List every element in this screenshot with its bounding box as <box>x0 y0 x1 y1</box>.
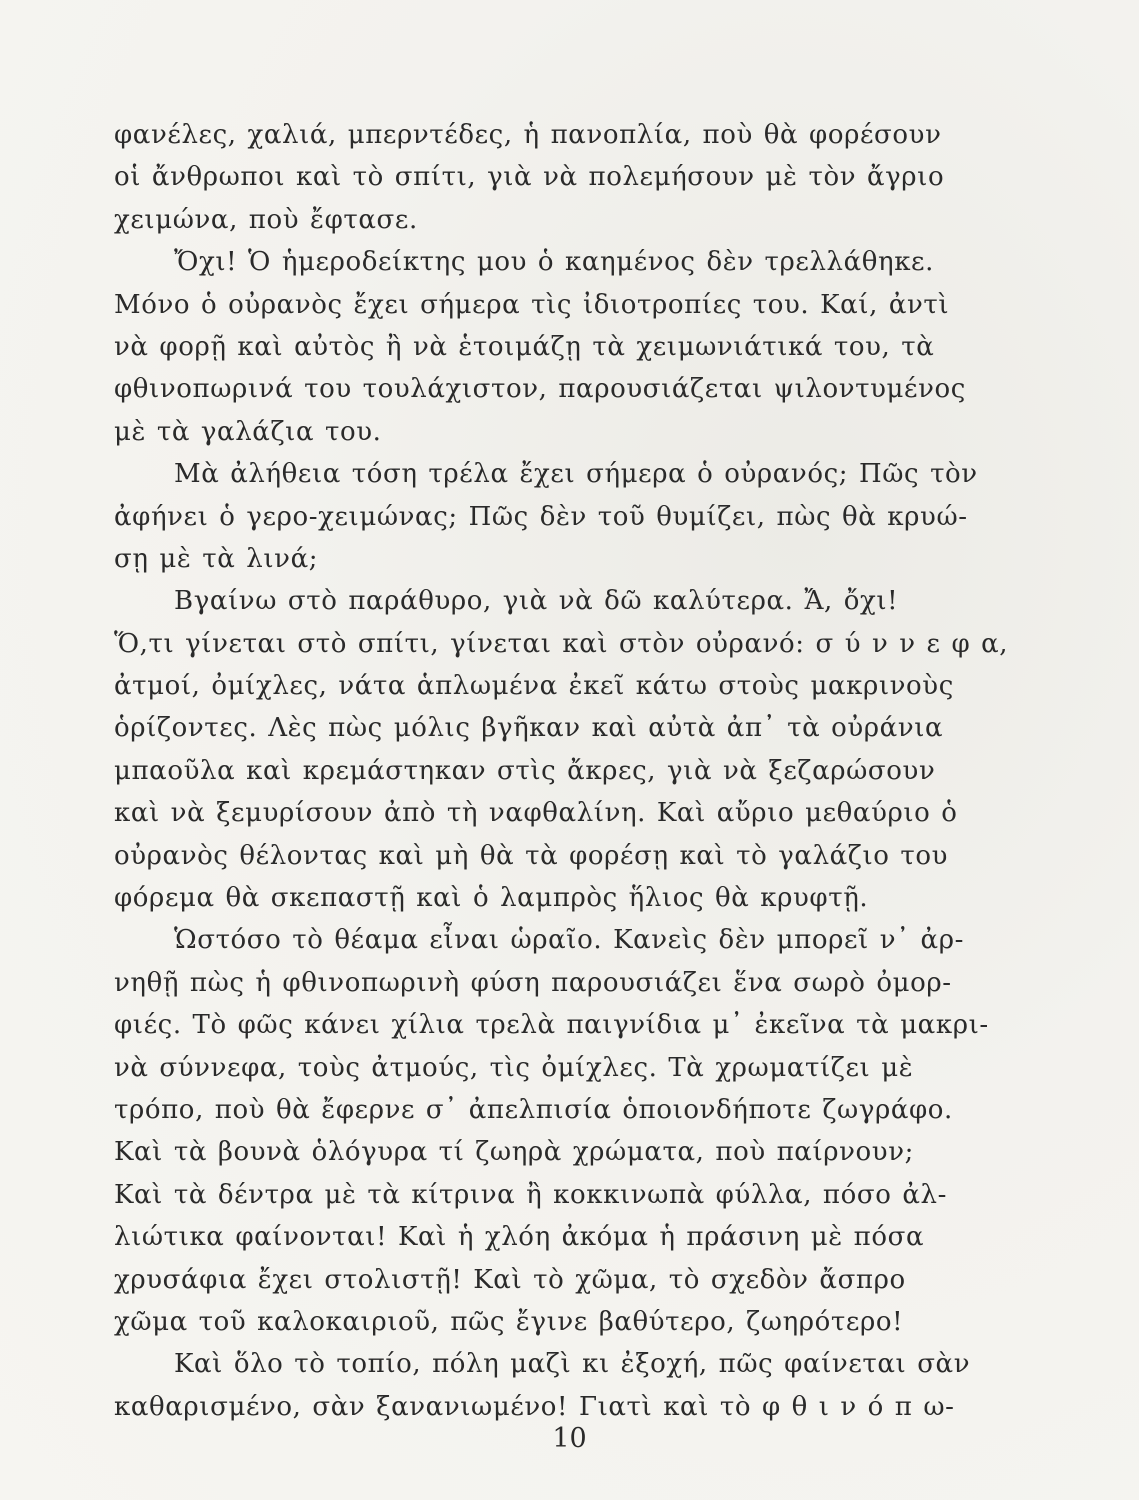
text-line: Ὡστόσο τὸ θέαμα εἶναι ὡραῖο. Κανεὶς δὲν μπορεῖ ν᾽ ἀρ- <box>174 925 964 956</box>
text-line: σῃ μὲ τὰ λινά; <box>114 543 319 574</box>
text-line: Καὶ τὰ βουνὰ ὁλόγυρα τί ζωηρὰ χρώματα, ποὺ παίρνουν; <box>114 1137 914 1168</box>
text-line: μὲ τὰ γαλάζια του. <box>114 416 382 447</box>
text-line: Ὄχι! Ὁ ἡμεροδείκτης μου ὁ καημένος δὲν τρελλάθηκε. <box>174 247 934 278</box>
text-line: τρόπο, ποὺ θὰ ἔφερνε σ᾽ ἀπελπισία ὁποιονδήποτε ζωγράφο. <box>114 1094 953 1125</box>
text-line: Βγαίνω στὸ παράθυρο, γιὰ νὰ δῶ καλύτερα. Ἄ, ὄχι! <box>174 586 899 617</box>
text-line: μπαοῦλα καὶ κρεμάστηκαν στὶς ἄκρες, γιὰ νὰ ξεζαρώσουν <box>114 755 936 786</box>
text-line: λιώτικα φαίνονται! Καὶ ἡ χλόη ἀκόμα ἡ πράσινη μὲ πόσα <box>114 1222 925 1253</box>
text-line: νὰ φορῇ καὶ αὐτὸς ἢ νὰ ἑτοιμάζῃ τὰ χειμωνιάτικά του, τὰ <box>114 331 935 362</box>
text-line: ὁρίζοντες. Λὲς πὼς μόλις βγῆκαν καὶ αὐτὰ ἀπ᾽ τὰ οὐράνια <box>114 713 944 744</box>
text-line: Μὰ ἀλήθεια τόση τρέλα ἔχει σήμερα ὁ οὐρανός; Πῶς τὸν <box>174 459 978 490</box>
text-line: οὐρανὸς θέλοντας καὶ μὴ θὰ τὰ φορέσῃ καὶ τὸ γαλάζιο του <box>114 840 949 871</box>
text-line: καθαρισμένο, σὰν ξανανιωμένο! Γιατὶ καὶ τὸ φ θ ι ν ό π ω- <box>114 1391 955 1422</box>
text-line: Μόνο ὁ οὐρανὸς ἔχει σήμερα τὶς ἰδιοτροπίες του. Καί, ἀντὶ <box>114 289 950 320</box>
text-line: φόρεμα θὰ σκεπαστῇ καὶ ὁ λαμπρὸς ἥλιος θὰ κρυφτῇ. <box>114 883 869 914</box>
text-line: φθινοπωρινά του τουλάχιστον, παρουσιάζεται ψιλοντυμένος <box>114 374 966 405</box>
text-line: χῶμα τοῦ καλοκαιριοῦ, πῶς ἔγινε βαθύτερο, ζωηρότερο! <box>114 1306 904 1337</box>
text-line: οἱ ἄνθρωποι καὶ τὸ σπίτι, γιὰ νὰ πολεμήσουν μὲ τὸν ἄγριο <box>114 162 945 193</box>
text-line: Ὅ,τι γίνεται στὸ σπίτι, γίνεται καὶ στὸν οὐρανό: σ ύ ν ν ε φ α, <box>114 628 1009 659</box>
text-line: Καὶ τὰ δέντρα μὲ τὰ κίτρινα ἢ κοκκινωπὰ φύλλα, πόσο ἀλ- <box>114 1179 947 1210</box>
text-line: φιές. Τὸ φῶς κάνει χίλια τρελὰ παιγνίδια μ᾽ ἐκεῖνα τὰ μακρι- <box>114 1010 989 1041</box>
page-body-text <box>114 114 1009 1428</box>
text-line: νὰ σύννεφα, τοὺς ἀτμούς, τὶς ὀμίχλες. Τὰ χρωματίζει μὲ <box>114 1052 914 1083</box>
text-line: Καὶ ὅλο τὸ τοπίο, πόλη μαζὶ κι ἐξοχή, πῶς φαίνεται σὰν <box>174 1349 971 1380</box>
text-line: χρυσάφια ἔχει στολιστῇ! Καὶ τὸ χῶμα, τὸ σχεδὸν ἄσπρο <box>114 1264 906 1295</box>
page-number: 10 <box>552 1423 587 1454</box>
text-line: χειμώνα, ποὺ ἔφτασε. <box>114 204 418 235</box>
text-line: νηθῇ πὼς ἡ φθινοπωρινὴ φύση παρουσιάζει ἕνα σωρὸ ὀμορ- <box>114 967 952 998</box>
text-line: ἀτμοί, ὀμίχλες, νάτα ἁπλωμένα ἐκεῖ κάτω στοὺς μακρινοὺς <box>114 671 954 702</box>
text-line: καὶ νὰ ξεμυρίσουν ἀπὸ τὴ ναφθαλίνη. Καὶ αὔριο μεθαύριο ὁ <box>114 798 958 829</box>
text-line: φανέλες, χαλιά, μπερντέδες, ἡ πανοπλία, ποὺ θὰ φορέσουν <box>114 120 942 150</box>
text-line: ἀφήνει ὁ γερο-χειμώνας; Πῶς δὲν τοῦ θυμίζει, πὼς θὰ κρυώ- <box>114 501 968 532</box>
